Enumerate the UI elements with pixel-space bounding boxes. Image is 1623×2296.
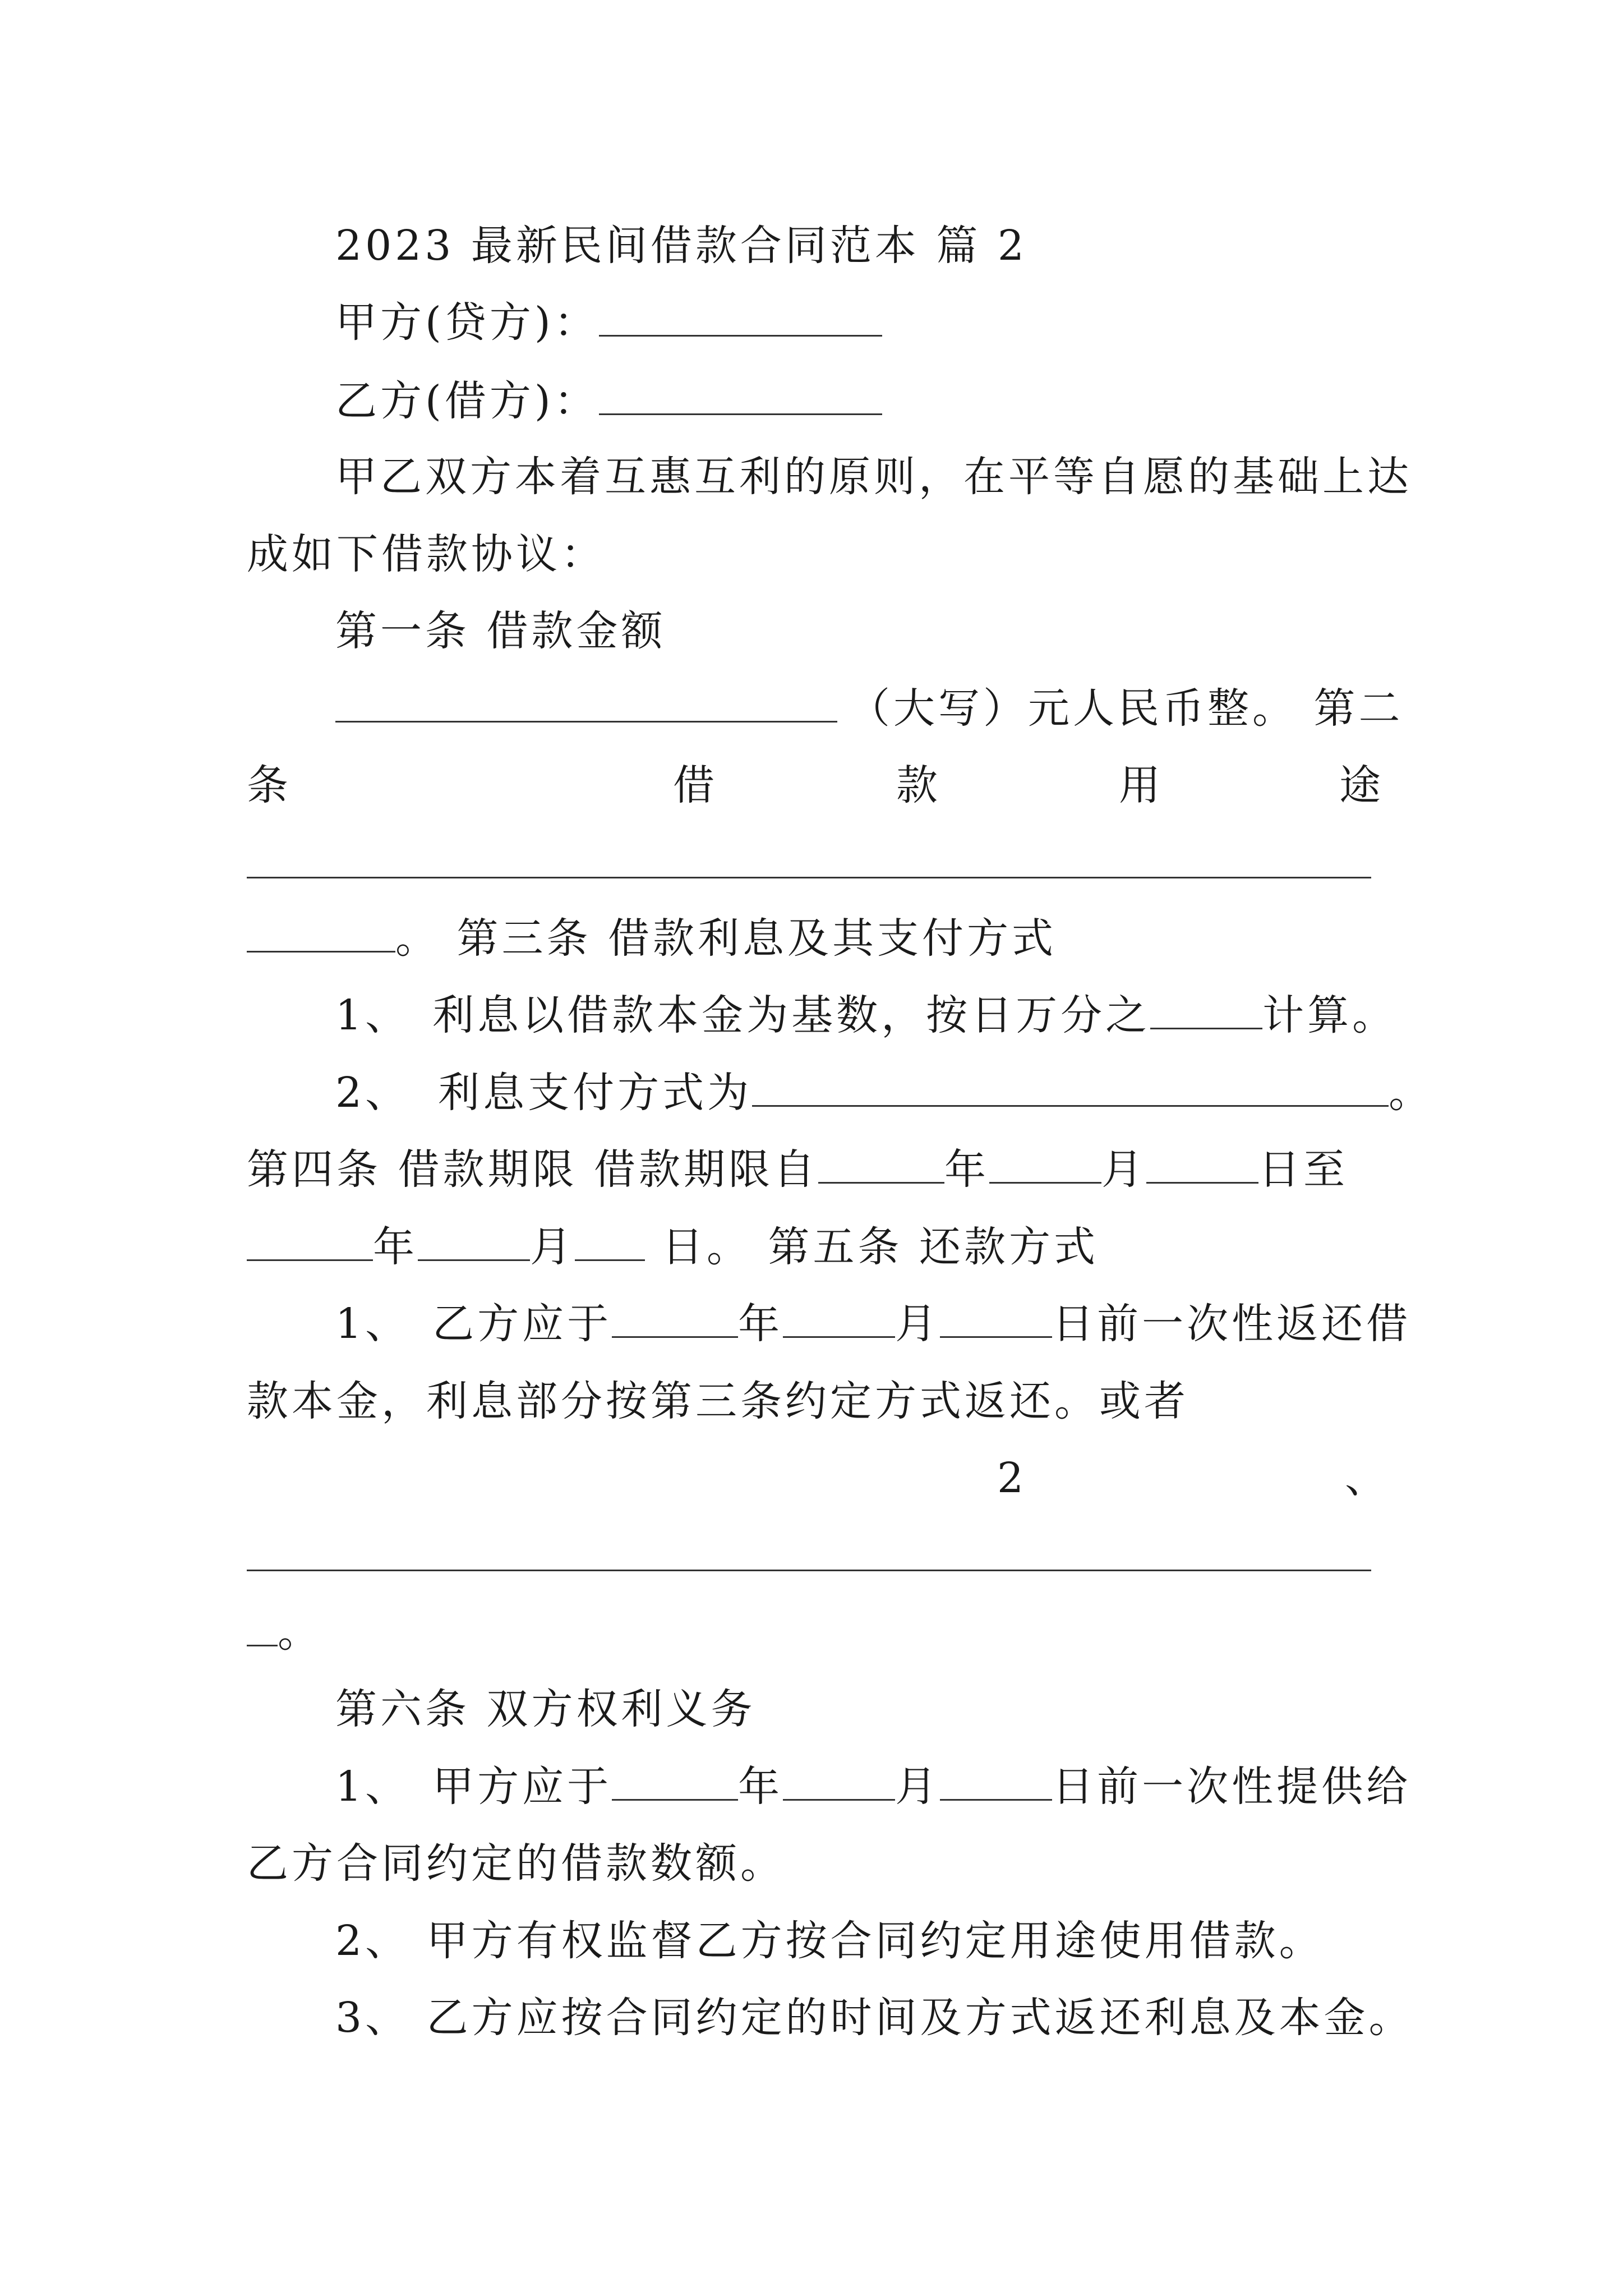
- year-label: 年: [738, 1300, 783, 1348]
- item-text: 利息支付方式为: [438, 1069, 753, 1117]
- party-b-label: 乙方(借方)：: [335, 377, 599, 425]
- repay-year-blank: [612, 1301, 738, 1338]
- year-label: 年: [373, 1223, 418, 1271]
- item-text-end: 。: [1389, 1069, 1434, 1117]
- party-a-blank: [599, 300, 882, 337]
- item-text-end: 计算。: [1262, 991, 1398, 1039]
- party-a-label: 甲方(贷方)：: [335, 298, 599, 347]
- intro-line-1: 甲乙双方本着互惠互利的原则，在平等自愿的基础上达: [335, 453, 1412, 501]
- interest-rate-blank: [1150, 993, 1262, 1029]
- party-b-blank: [599, 379, 882, 415]
- provide-year-blank: [612, 1764, 738, 1801]
- article-6-item-2: 2、 甲方有权监督乙方按合同约定用途使用借款。: [335, 1917, 1324, 1965]
- party-a-line: [335, 295, 882, 351]
- month-label: 月: [530, 1223, 575, 1271]
- provide-day-blank: [940, 1764, 1052, 1801]
- start-month-blank: [989, 1147, 1101, 1184]
- amount-text: （大写）元人民币整。 第二: [849, 684, 1404, 733]
- article-1-heading: 第一条 借款金额: [335, 607, 666, 655]
- end-month-blank: [418, 1225, 530, 1261]
- article-3-item-1: [335, 987, 1397, 1043]
- item-text: 乙方应于: [432, 1300, 612, 1348]
- item-text-end: 日前一次性返还借: [1052, 1300, 1412, 1348]
- article-5-item-2-separator: 、: [1345, 1454, 1390, 1502]
- item-text: 利息以借款本金为基数，按日万分之: [432, 991, 1151, 1039]
- article-2-char-3: 款: [896, 761, 941, 809]
- article-5-item-1: [335, 1296, 1411, 1352]
- article-5-item-1-cont: 款本金，利息部分按第三条约定方式返还。或者: [247, 1377, 1189, 1425]
- end-year-blank: [247, 1225, 373, 1261]
- document-title: 2023 最新民间借款合同范本 篇 2: [335, 222, 1027, 270]
- party-b-line: [335, 373, 882, 429]
- item-text: 甲方应于: [432, 1763, 612, 1811]
- article-2-char-2: 借: [673, 761, 718, 809]
- article-2-char-1: 条: [247, 761, 292, 809]
- payment-method-blank: [752, 1070, 1389, 1107]
- year-label: 年: [738, 1763, 783, 1811]
- repay-day-blank: [940, 1301, 1052, 1338]
- article-3-item-2: [335, 1065, 1433, 1121]
- article-5-item-2-end: [247, 1604, 322, 1660]
- start-day-blank: [1146, 1147, 1258, 1184]
- item-number: 2、: [335, 1069, 411, 1117]
- year-label: 年: [944, 1145, 990, 1194]
- day-to-label: 日至: [1258, 1145, 1349, 1194]
- article-2-char-4: 用: [1119, 761, 1164, 809]
- article-4-text: 第四条 借款期限 借款期限自: [247, 1145, 819, 1194]
- item-number: 1、: [335, 991, 411, 1039]
- month-label: 月: [895, 1763, 940, 1811]
- intro-line-2: 成如下借款协议：: [247, 530, 606, 578]
- item-number: 1、: [335, 1763, 411, 1811]
- purpose-tail-blank: [247, 916, 395, 953]
- article-3-heading-line: [247, 910, 1057, 967]
- tail-blank: [247, 1610, 278, 1646]
- article-6-item-1-cont: 乙方合同约定的借款数额。: [247, 1839, 785, 1888]
- item-number: 1、: [335, 1300, 411, 1348]
- article-6-item-3: 3、 乙方应按合同约定的时间及方式返还利息及本金。: [335, 1994, 1414, 2042]
- article-5-item-2-blank: [247, 1570, 1371, 1571]
- article-4-line-1: [247, 1142, 1348, 1198]
- end-day-blank: [575, 1225, 645, 1261]
- article-2-char-5: 途: [1339, 761, 1384, 809]
- start-year-blank: [818, 1147, 944, 1184]
- month-label: 月: [895, 1300, 940, 1348]
- amount-blank: [335, 686, 837, 723]
- repay-month-blank: [783, 1301, 895, 1338]
- period: 。: [278, 1608, 322, 1657]
- article-5-item-2-number: 2: [997, 1454, 1027, 1502]
- article-6-heading: 第六条 双方权利义务: [335, 1685, 756, 1733]
- article-4-line-2: [247, 1219, 1099, 1275]
- month-label: 月: [1101, 1145, 1147, 1194]
- article-6-item-1: [335, 1759, 1411, 1815]
- item-text-end: 日前一次性提供给: [1052, 1763, 1412, 1811]
- provide-month-blank: [783, 1764, 895, 1801]
- article-5-heading: 日。 第五条 还款方式: [662, 1223, 1099, 1271]
- article-3-heading: 。 第三条 借款利息及其支付方式: [395, 914, 1057, 963]
- article-2-purpose-blank: [247, 877, 1371, 878]
- article-1-amount-line: [335, 680, 1404, 737]
